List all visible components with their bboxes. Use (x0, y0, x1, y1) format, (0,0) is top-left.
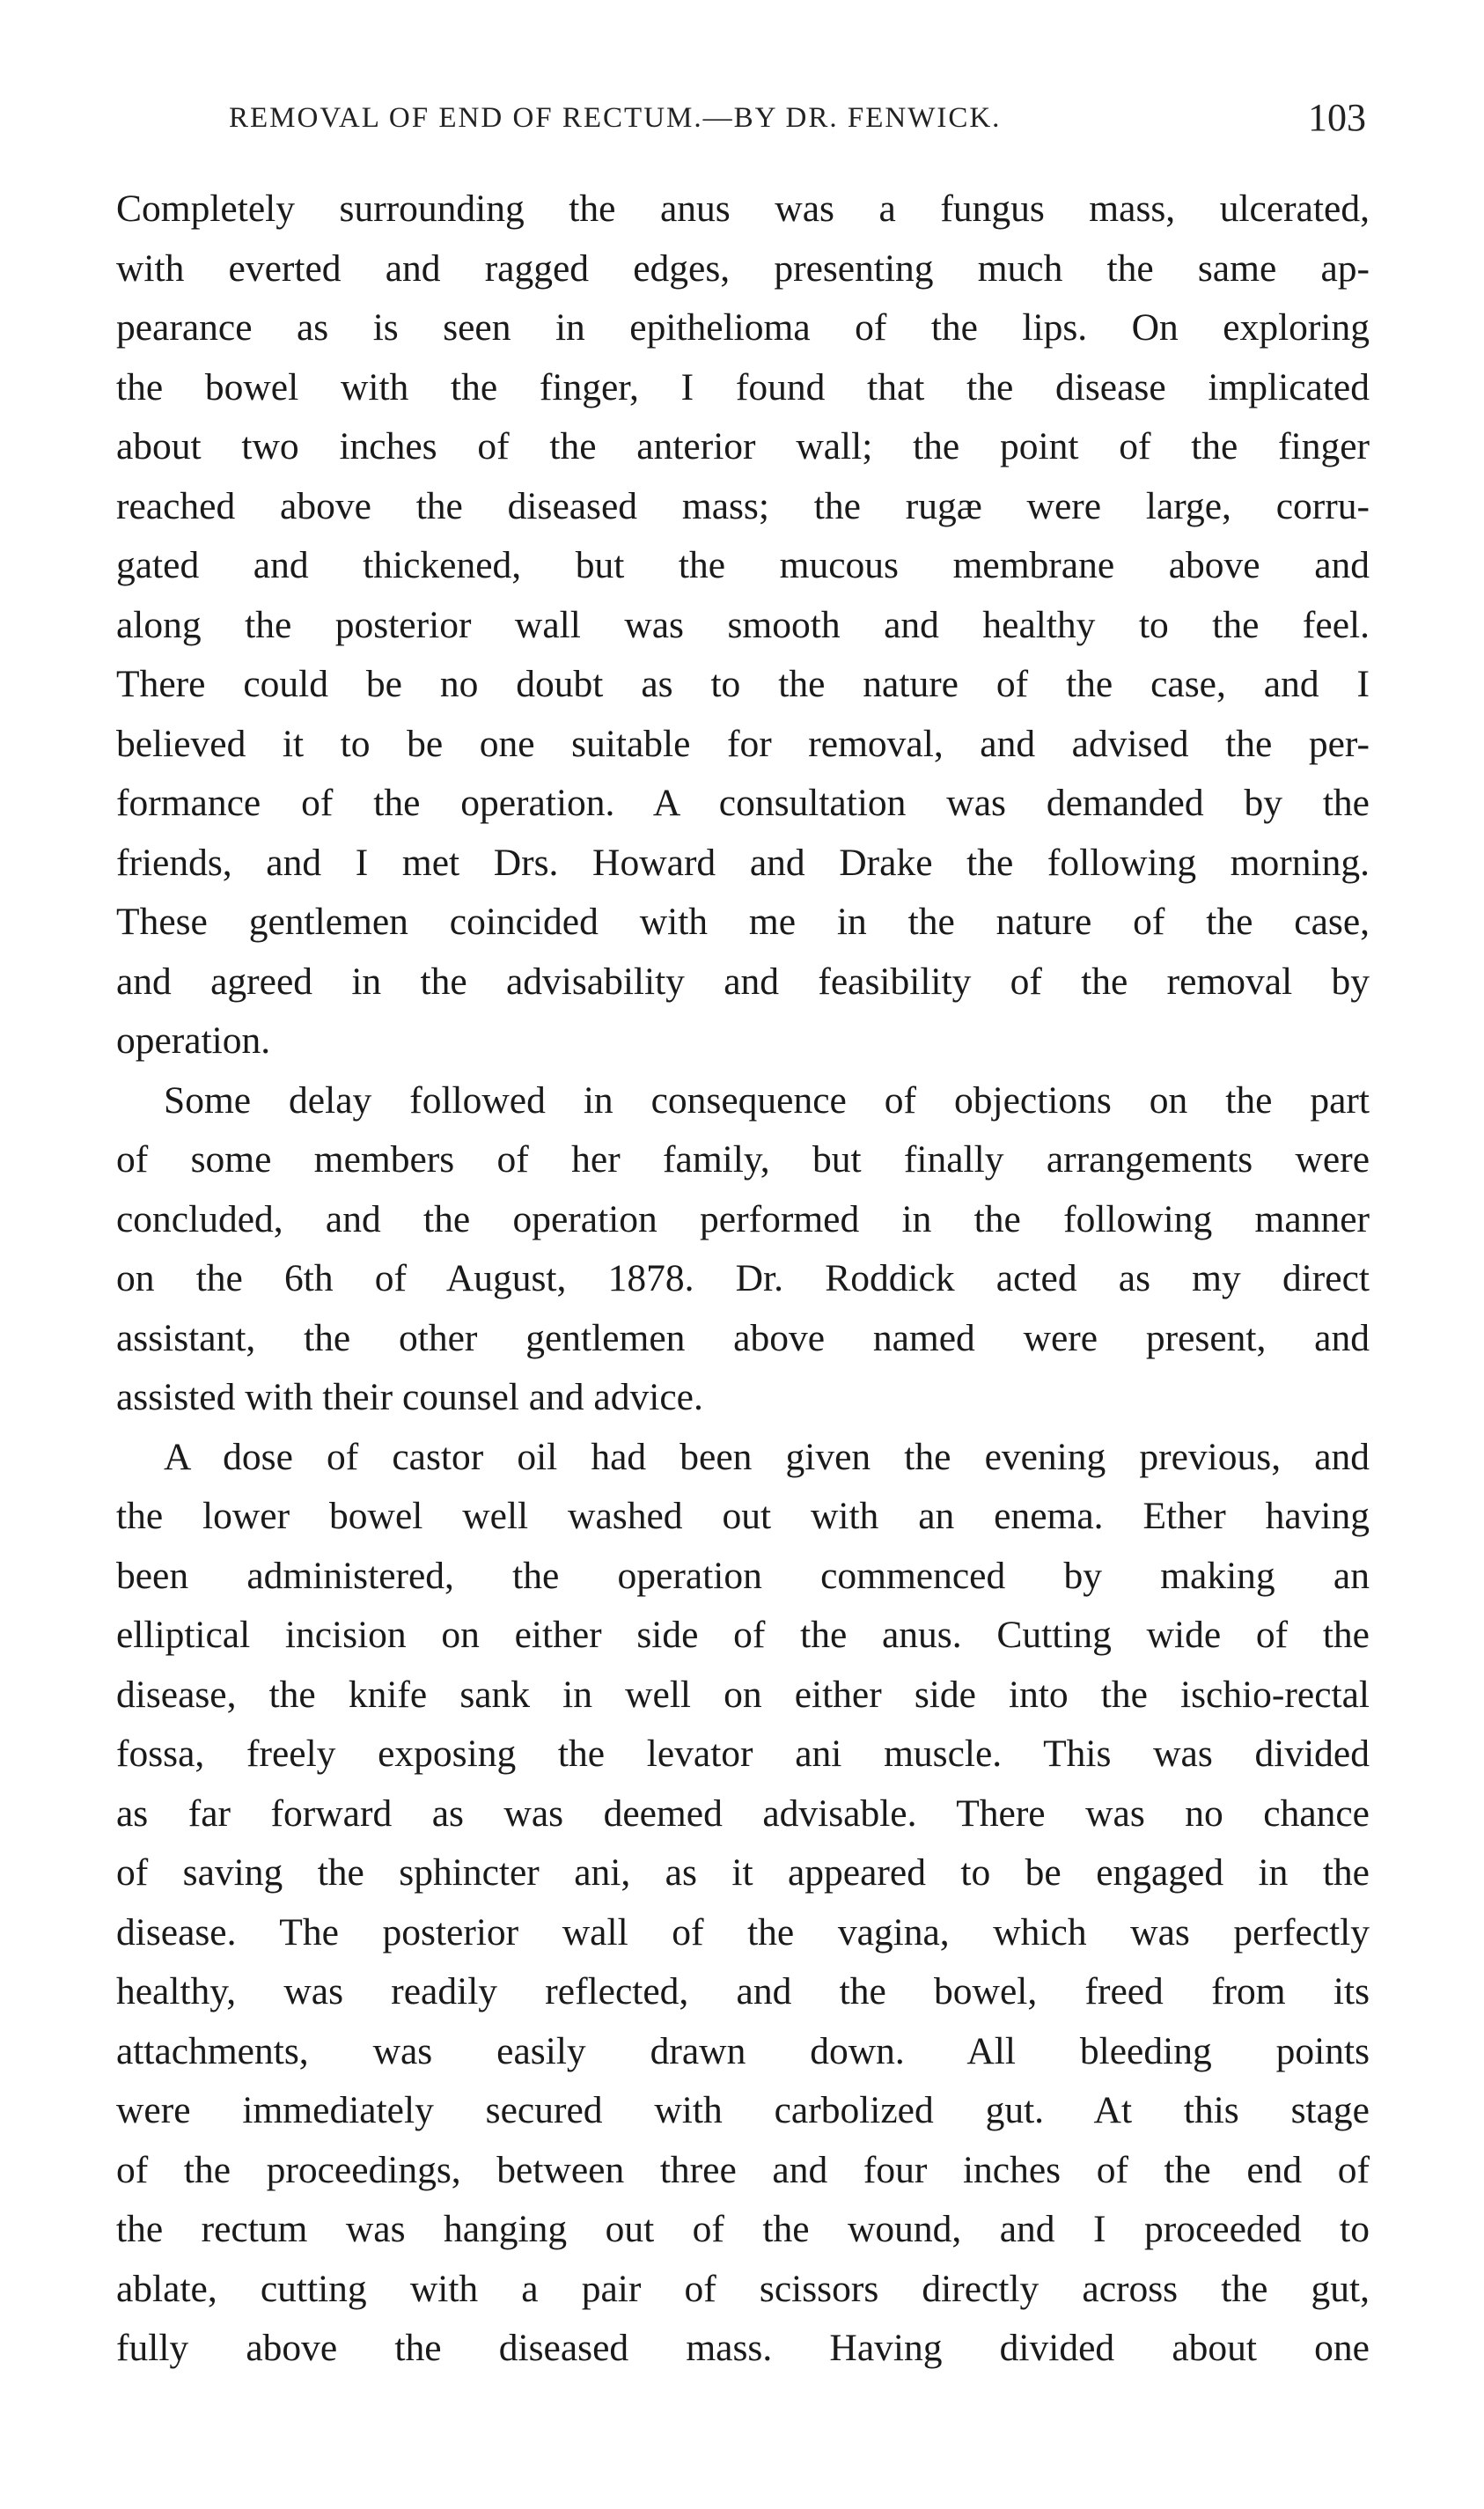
text-line: as far forward as was deemed advisable. There was no chance (116, 1792, 1370, 1835)
text-line: assisted with their counsel and advice. (116, 1376, 703, 1418)
text-line: been administered, the operation commenced by making an (116, 1554, 1370, 1597)
text-line: formance of the operation. A consultation was demanded by the (116, 782, 1370, 824)
text-line: ablate, cutting with a pair of scissors directly across the gut, (116, 2267, 1370, 2310)
text-line: the bowel with the finger, I found that the disease implicated (116, 365, 1370, 408)
text-line: about two inches of the anterior wall; the point of the finger (116, 425, 1370, 467)
text-line: operation. (116, 1019, 271, 1062)
text-line: fully above the diseased mass. Having divided about one (116, 2327, 1370, 2369)
text-line: were immediately secured with carbolized gut. At this stage (116, 2089, 1370, 2131)
text-line: the rectum was hanging out of the wound, and I proceeded to (116, 2208, 1370, 2250)
page-number: 103 (1308, 96, 1366, 139)
text-line: of saving the sphincter ani, as it appeared to be engaged in the (116, 1851, 1370, 1894)
text-line: A dose of castor oil had been given the evening previous, and (164, 1435, 1370, 1478)
text-line: disease. The posterior wall of the vagina, which was perfectly (116, 1910, 1370, 1953)
text-line: and agreed in the advisability and feasibility of the removal by (116, 960, 1370, 1003)
text-line: assistant, the other gentlemen above named were present, and (116, 1316, 1370, 1359)
text-line: along the posterior wall was smooth and healthy to the feel. (116, 603, 1370, 646)
text-line: friends, and I met Drs. Howard and Drake the following morning. (116, 841, 1370, 884)
text-line: disease, the knife sank in well on either side into the ischio-rectal (116, 1673, 1370, 1716)
text-line: on the 6th of August, 1878. Dr. Roddick acted as my direct (116, 1257, 1370, 1299)
running-title: REMOVAL OF END OF RECTUM.—BY DR. FENWICK. (229, 102, 1002, 134)
text-line: the lower bowel well washed out with an enema. Ether having (116, 1495, 1370, 1537)
running-head (116, 95, 1366, 148)
text-line: There could be no doubt as to the nature of the case, and I (116, 663, 1370, 705)
text-line: fossa, freely exposing the levator ani muscle. This was divided (116, 1733, 1370, 1775)
paragraph-1 (116, 180, 1370, 1071)
text-line: believed it to be one suitable for removal, and advised the per- (116, 722, 1370, 765)
text-line: healthy, was readily reflected, and the bowel, freed from its (116, 1970, 1370, 2012)
paragraph-2 (116, 1071, 1370, 1428)
paragraph-3 (116, 1428, 1370, 2379)
text-line: These gentlemen coincided with me in the nature of the case, (116, 901, 1370, 943)
body-text (116, 180, 1370, 2379)
text-line: gated and thickened, but the mucous membrane above and (116, 544, 1370, 586)
text-line: Completely surrounding the anus was a fungus mass, ulcerated, (116, 188, 1370, 230)
text-line: Some delay followed in consequence of objections on the part (164, 1078, 1370, 1122)
text-line: elliptical incision on either side of the anus. Cutting wide of the (116, 1614, 1370, 1656)
text-line: of some members of her family, but finally arrangements were (116, 1138, 1370, 1181)
text-line: with everted and ragged edges, presenting much the same ap- (116, 246, 1370, 290)
text-line: attachments, was easily drawn down. All bleeding points (116, 2029, 1370, 2072)
text-line: concluded, and the operation performed in the following manner (116, 1197, 1370, 1240)
text-line: pearance as is seen in epithelioma of the lips. On exploring (116, 306, 1370, 349)
text-line: of the proceedings, between three and four inches of the end of (116, 2148, 1370, 2191)
text-line: reached above the diseased mass; the rugæ were large, corru- (116, 484, 1370, 527)
